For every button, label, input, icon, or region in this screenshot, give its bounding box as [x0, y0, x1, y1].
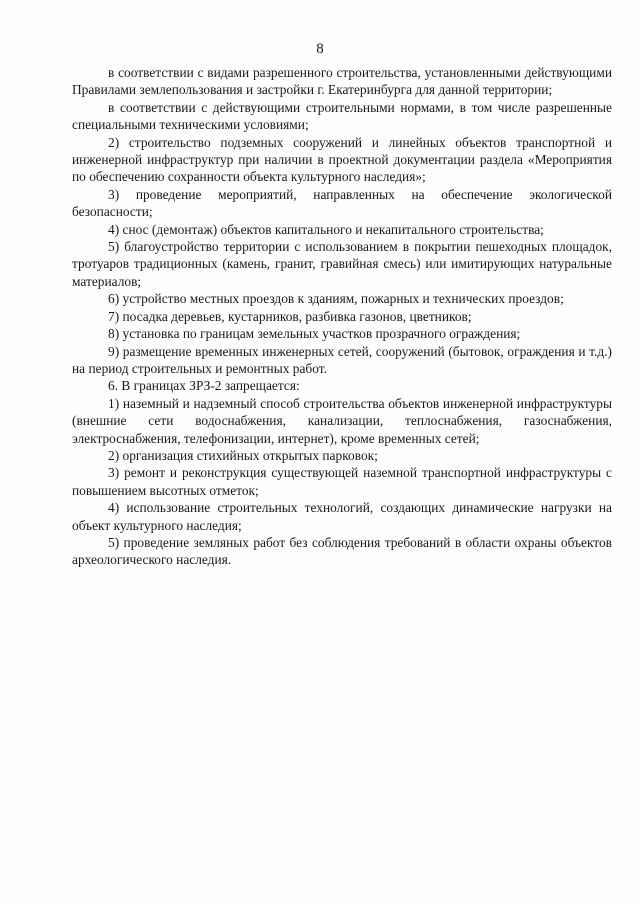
paragraph: 6) устройство местных проездов к зданиям, пожарных и технических проездов; [108, 291, 564, 307]
paragraph: 5) проведение земляных работ без соблюдения требований в области охраны объектов археологического наследия. [72, 534, 612, 568]
paragraph: 7) посадка деревьев, кустарников, разбивка газонов, цветников; [108, 308, 472, 324]
paragraph: 2) организация стихийных открытых парковок; [108, 447, 378, 463]
paragraph: 5) благоустройство территории с использованием в покрытии пешеходных площадок, тротуаров традиционных (камень, гранит, гравийная смесь) или имитирующих натуральные материалов; [72, 239, 612, 289]
paragraph: в соответствии с действующими строительными нормами, в том числе разрешенные специальными техническими условиями; [72, 99, 612, 133]
section-heading: 6. В границах ЗРЗ-2 запрещается: [108, 378, 300, 394]
paragraph: 1) наземный и надземный способ строительства объектов инженерной инфраструктуры (внешние сети водоснабжения, канализации, теплоснабжения, газоснабжения, электроснабжения, телефонизации, интернет), кроме временных сетей; [72, 395, 612, 446]
paragraph: 3) ремонт и реконструкция существующей наземной транспортной инфраструктуры с повышением высотных отметок; [72, 465, 612, 498]
paragraph: 9) размещение временных инженерных сетей, сооружений (бытовок, ограждения и т.д.) на период строительных и ремонтных работ. [72, 343, 612, 376]
document-body [72, 64, 612, 569]
paragraph: 3) проведение мероприятий, направленных на обеспечение экологической безопасности; [72, 186, 612, 220]
paragraph: в соответствии с видами разрешенного строительства, установленными действующими Правилами землепользования и застройки г. Екатеринбурга для данной территории; [72, 65, 612, 98]
paragraph: 2) строительство подземных сооружений и линейных объектов транспортной и инженерной инфраструктур при наличии в проектной документации раздела «Мероприятия по обеспечению сохранности объекта культурного наследия»; [72, 134, 612, 185]
paragraph: 8) установка по границам земельных участков прозрачного ограждения; [108, 326, 521, 342]
paragraph: 4) снос (демонтаж) объектов капитального и некапитального строительства; [108, 221, 544, 237]
paragraph: 4) использование строительных технологий, создающих динамические нагрузки на объект культурного наследия; [72, 500, 612, 533]
page-number: 8 [316, 41, 324, 57]
